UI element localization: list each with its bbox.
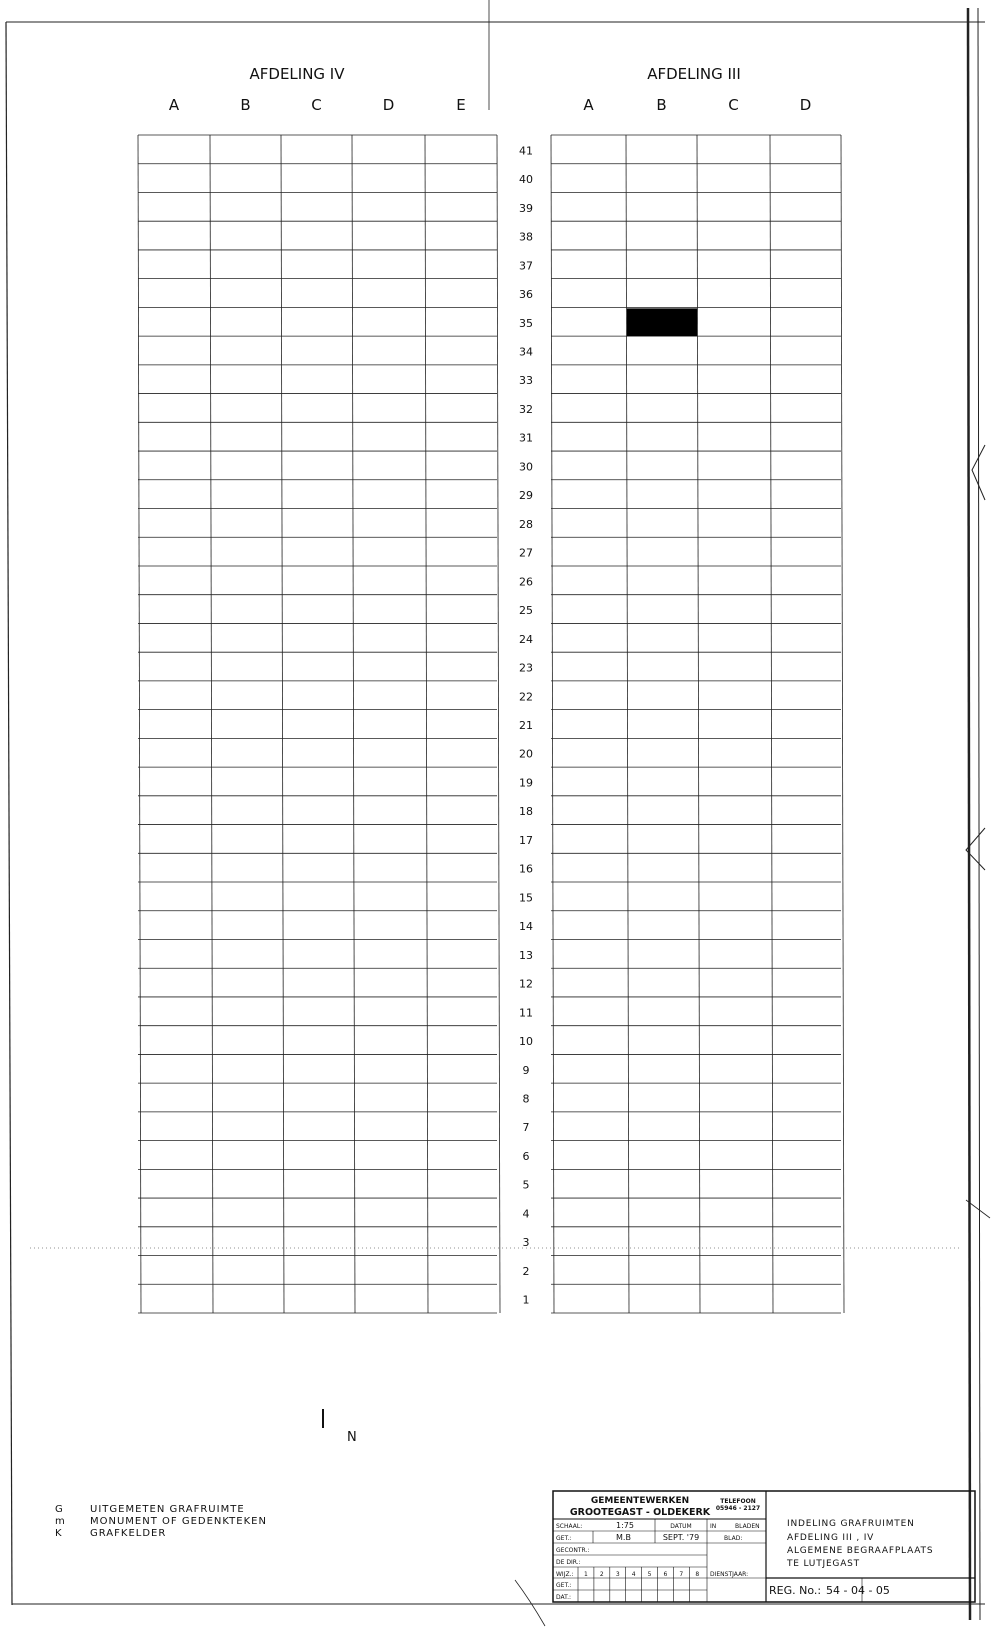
grid-column-line [281, 135, 284, 1313]
row-number: 30 [519, 460, 533, 474]
blad-label: BLAD: [724, 1535, 743, 1542]
row-labels [519, 144, 533, 1306]
row-number: 32 [519, 402, 533, 416]
row-number: 13 [519, 948, 533, 962]
wijz-number: 4 [631, 1571, 636, 1578]
grid-column-line [352, 135, 355, 1313]
row-number: 25 [519, 604, 533, 618]
grid-column-line [551, 135, 554, 1313]
row-number: 33 [519, 374, 533, 388]
wijz-number: 1 [584, 1571, 588, 1578]
row-number: 1 [522, 1293, 530, 1307]
row-number: 37 [519, 259, 533, 273]
legend-symbol: G [55, 1504, 63, 1515]
north-label: N [347, 1430, 357, 1445]
row-number: 5 [522, 1178, 530, 1192]
schaal-value: 1:75 [616, 1521, 634, 1530]
row-number: 9 [522, 1063, 530, 1077]
row-number: 29 [519, 489, 533, 503]
wijz-number: 8 [695, 1571, 700, 1578]
org-city: GROOTEGAST - OLDEKERK [569, 1507, 711, 1518]
section-title-iv: AFDELING IV [249, 65, 345, 83]
row-number: 36 [519, 288, 533, 302]
grid-column-line [138, 135, 141, 1313]
legend-symbol: K [55, 1528, 62, 1539]
telefoon-number: 05946 - 2127 [715, 1505, 761, 1512]
wijz-number: 7 [679, 1571, 684, 1578]
row-number: 6 [522, 1149, 530, 1163]
column-header: D [799, 96, 812, 114]
row-number: 28 [519, 517, 533, 531]
row-number: 19 [519, 776, 533, 790]
gecontr-label: GECONTR.: [556, 1547, 590, 1554]
get-value: M.B [616, 1533, 631, 1542]
grid-column-line [697, 135, 700, 1313]
row-number: 20 [519, 747, 533, 761]
org-name: GEMEENTEWERKEN [590, 1496, 690, 1506]
telefoon-label: TELEFOON [720, 1498, 756, 1505]
row-number: 21 [519, 719, 533, 732]
filled-grave-cell [627, 308, 697, 336]
row-number: 34 [519, 345, 533, 359]
grave-grid [138, 135, 844, 1313]
description-line: TE LUTJEGAST [787, 1559, 860, 1569]
grid-column-line [770, 135, 773, 1313]
row-number: 23 [519, 661, 533, 675]
grid-column-line [841, 135, 844, 1313]
row-number: 31 [519, 431, 533, 445]
row-number: 38 [519, 230, 533, 244]
column-header: C [728, 96, 739, 114]
get-label: GET.: [556, 1535, 572, 1542]
column-headers [169, 96, 811, 114]
grid-column-line [210, 135, 213, 1313]
column-header: E [456, 96, 466, 114]
dat-label: DAT.: [556, 1594, 572, 1601]
row-number: 4 [522, 1207, 530, 1221]
wijz-number: 5 [647, 1571, 652, 1578]
column-header: D [382, 96, 395, 114]
in-label: IN [710, 1523, 717, 1530]
grid-column-line [497, 135, 500, 1313]
column-header: B [656, 96, 667, 114]
column-header: A [583, 96, 594, 114]
description-line: AFDELING III , IV [787, 1533, 875, 1543]
row-number: 40 [519, 173, 533, 187]
description-line: ALGEMENE BEGRAAFPLAATS [787, 1546, 934, 1556]
schaal-label: SCHAAL: [556, 1523, 583, 1530]
row-number: 15 [519, 891, 533, 905]
row-number: 7 [522, 1121, 530, 1135]
row-number: 3 [522, 1236, 530, 1250]
reg-value: 54 - 04 - 05 [826, 1584, 890, 1597]
wijz-number: 3 [615, 1571, 620, 1578]
bladen-label: BLADEN [735, 1523, 760, 1530]
section-title-iii: AFDELING III [647, 65, 741, 83]
legend-text: GRAFKELDER [90, 1528, 167, 1539]
wijz-number: 2 [599, 1571, 604, 1578]
row-number: 35 [519, 316, 533, 330]
dienstjaar-label: DIENSTJAAR: [710, 1571, 749, 1578]
legend-text: MONUMENT OF GEDENKTEKEN [90, 1516, 267, 1527]
row-number: 16 [519, 862, 533, 876]
description-line: INDELING GRAFRUIMTEN [787, 1519, 915, 1529]
legend-text: UITGEMETEN GRAFRUIMTE [90, 1504, 245, 1515]
row-number: 27 [519, 546, 533, 560]
datum-value: SEPT. '79 [662, 1533, 700, 1542]
row-number: 39 [519, 201, 533, 215]
row-number: 10 [519, 1035, 533, 1049]
row-number: 8 [522, 1092, 530, 1106]
row-number: 22 [519, 690, 533, 704]
column-header: B [240, 96, 251, 114]
column-header: C [311, 96, 322, 114]
wijz-label: WIJZ.: [556, 1571, 574, 1578]
legend-symbol: m [55, 1516, 65, 1527]
datum-label: DATUM [670, 1523, 692, 1530]
row-number: 14 [519, 920, 533, 934]
north-arrow [323, 1409, 357, 1445]
row-number: 17 [519, 833, 533, 847]
de-dir-label: DE DIR.: [556, 1559, 581, 1566]
row-number: 11 [519, 1006, 533, 1020]
row-number: 26 [519, 575, 533, 589]
grid-column-line [425, 135, 428, 1313]
legend [55, 1504, 267, 1539]
title-block [553, 1491, 975, 1602]
row-number: 2 [522, 1264, 530, 1278]
wijz-number: 6 [663, 1571, 668, 1578]
get2-label: GET.: [556, 1582, 572, 1589]
reg-label: REG. No.: [769, 1584, 822, 1597]
row-number: 18 [519, 805, 533, 819]
row-number: 12 [519, 977, 533, 991]
row-number: 41 [519, 144, 533, 158]
column-header: A [168, 96, 180, 114]
row-number: 24 [519, 632, 533, 646]
